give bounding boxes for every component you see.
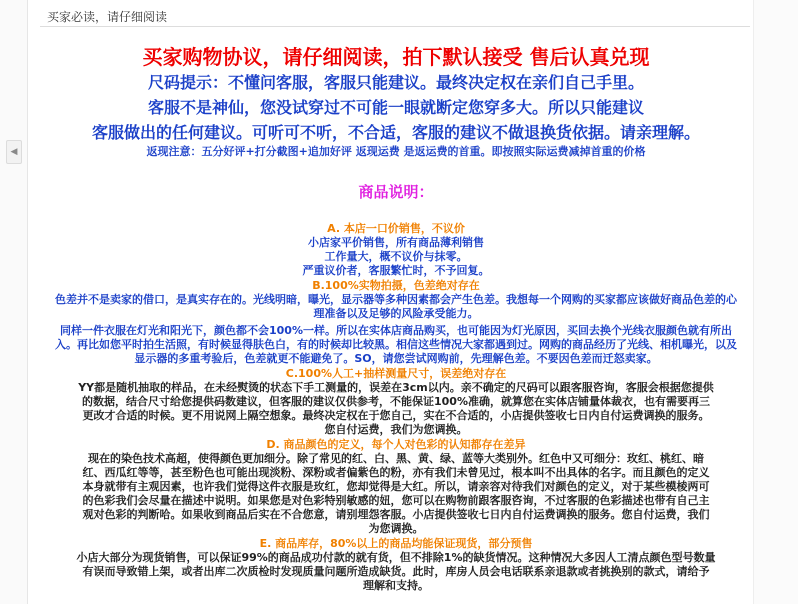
section-c-line: 更改才合适的时候。更不用说网上隔空想象。最终决定权在于您自己，实在不合适的，小店提供签收七日内自付运费调换的服务。 [82,409,710,422]
section-d-line: 的色彩我们会尽量在描述中说明。如果您是对色彩特别敏感的妞，您可以在购物前跟客服咨询，不过客服的色彩描述也带有自己主 [82,494,710,507]
notice-line-2: 客服不是神仙，您没试穿过不可能一眼就断定您穿多大。所以只能建议 [147,98,644,117]
section-d-line: 红、西瓜红等等，甚至粉色也可能出现淡粉、深粉或者偏紫色的粉，亦有我们未曾见过，根本叫不出具体的名字。而且颜色的定义 [82,466,710,479]
header-title: 买家必读，请仔细阅读 [47,10,168,24]
agreement-headline: 买家购物协议，请仔细阅读，拍下默认接受 售后认真兑现 [142,45,650,69]
notice-content [40,44,752,593]
section-d-line: 现在的染色技术高超，使得颜色更加细分。除了常见的红、白、黑、黄、绿、蓝等大类别外。红色中又可细分：玫红、桃红、暗 [88,452,704,465]
section-c-line: 您自付运费，我们为您调换。 [324,423,468,436]
section-b-para-line: 显示器的多重考验后，色差就更不能避免了。SO，请您尝试网购前，先理解色差。不要因色差而迁怒卖家。 [134,352,658,365]
section-a-line: 工作量大，概不议价与抹零。 [324,250,468,263]
return-note: 返现注意：五分好评+打分截图+追加好评 返现运费 是返运费的首重。即按照实际运费减掉首重的价格 [146,145,646,158]
right-scroll-area[interactable] [753,0,798,604]
left-sidebar [0,0,28,604]
section-e-heading: E. 商品库存，80%以上的商品均能保证现货，部分预售 [259,537,533,550]
section-b-heading: B.100%实物拍摄，色差绝对存在 [312,279,480,292]
section-e-line: 理解和支持。 [363,579,429,592]
product-title: 商品说明： [358,183,434,201]
section-b-para-line: 色差并不是卖家的借口，是真实存在的。光线明暗，曝光，显示器等多种因素都会产生色差。我想每一个网购的买家都应该做好商品色差的心 [55,293,737,306]
section-b-para-line: 理准备以及足够的风险承受能力。 [313,307,479,320]
notice-line-3: 客服做出的任何建议。可听可不听，不合适，客服的建议不做退换货依据。请亲理解。 [91,123,700,142]
section-d-heading: D. 商品颜色的定义，每个人对色彩的认知都存在差异 [266,438,526,451]
section-c-line: 的数据，结合尺寸给您提供码数建议，但客服的建议仅供参考，不能保证100%准确，就算您在实体店铺量体裁衣，也有需要再三 [82,395,710,408]
section-a-line: 严重议价者，客服繁忙时，不予回复。 [302,264,490,277]
notice-line-1: 尺码提示：不懂问客服，客服只能建议。最终决定权在亲们自己手里。 [147,73,644,92]
page-header [40,0,750,27]
section-e-line: 小店大部分为现货销售，可以保证99%的商品成功付款的就有货，但不排除1%的缺货情况。这种情况大多因人工清点颜色型号数量 [76,551,716,564]
section-e-line: 有误而导致错上架，或者出库二次质检时发现质量问题所造成缺货。此时，库房人员会电话联系亲退款或者挑换别的款式，请给予 [82,565,710,578]
section-c-line: YY都是随机抽取的样品，在未经熨烫的状态下手工测量的，误差在3cm以内。亲不确定的尺码可以跟客服咨询，客服会根据您提供 [78,381,714,394]
section-d-line: 本身就带有主观因素，也许我们觉得这件衣服是玫红，您却觉得是大红。所以，请亲容对待我们对颜色的定义，对于某些模棱两可 [82,480,710,493]
collapse-arrow-icon[interactable]: ◀ [6,140,22,164]
section-a-line: 小店家平价销售，所有商品薄利销售 [308,236,484,249]
section-b-para-line: 同样一件衣服在灯光和阳光下，颜色都不会100%一样。所以在实体店商品购买，也可能因为灯光原因，买回去换个光线衣服颜色就有所出 [60,324,732,337]
section-a-heading: A. 本店一口价销售，不议价 [327,222,465,235]
section-b-para-line: 入。再比如您平时拍生活照，有时候显得肤色白，有的时候却比较黑。相信这些情况大家都遇到过。网购的商品经历了光线、相机曝光，以及 [55,338,737,351]
section-d-line: 为您调换。 [368,522,424,535]
section-d-line: 观对色彩的判断哈。如果收到商品后实在不合您意，请别埋怨客服。小店提供签收七日内自付运费调换的服务。您自付运费，我们 [82,508,710,521]
section-c-heading: C.100%人工+抽样测量尺寸，误差绝对存在 [285,367,507,380]
